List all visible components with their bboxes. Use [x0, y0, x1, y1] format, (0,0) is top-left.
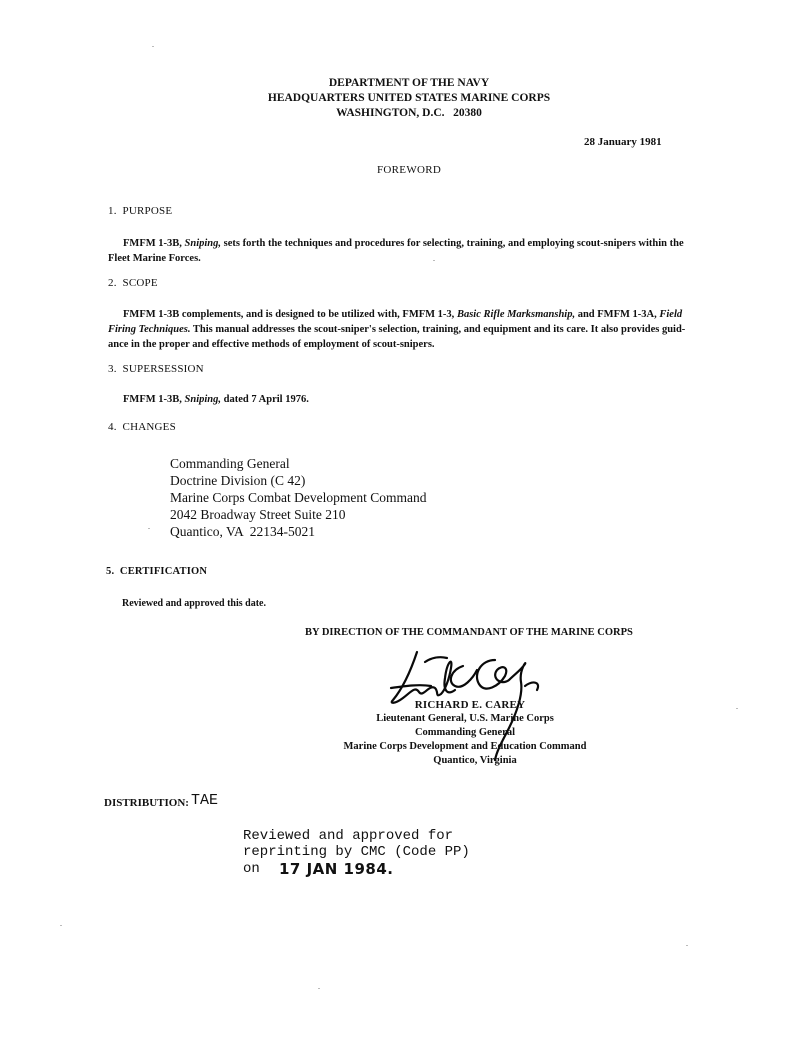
- section-heading-scope: 2. SCOPE: [108, 277, 158, 289]
- scope-paragraph-line2: Firing Techniques. This manual addresses the scout-sniper's selection, training, and equipment and its care. It also provides guid-: [108, 324, 686, 335]
- reprint-line: Reviewed and approved for: [243, 828, 454, 844]
- signatory-title: Commanding General: [414, 727, 516, 738]
- section-heading-certification: 5. CERTIFICATION: [106, 566, 208, 577]
- signatory-title: Lieutenant General, U.S. Marine Corps: [376, 713, 554, 724]
- section-heading-purpose: 1. PURPOSE: [108, 205, 173, 217]
- scope-paragraph-line1: FMFM 1-3B complements, and is designed to be utilized with, FMFM 1-3, Basic Rifle Marksmanship, and FMFM 1-3A, Field: [123, 309, 683, 320]
- address-line: Quantico, VA 22134-5021: [170, 524, 315, 539]
- purpose-paragraph-line2: Fleet Marine Forces.: [108, 253, 201, 264]
- header-department: DEPARTMENT OF THE NAVY: [328, 77, 490, 89]
- supersession-paragraph: FMFM 1-3B, Sniping, dated 7 April 1976.: [123, 394, 309, 405]
- distribution-value: TAE: [191, 792, 219, 809]
- address-line: 2042 Broadway Street Suite 210: [170, 507, 346, 522]
- section-heading-supersession: 3. SUPERSESSION: [108, 363, 204, 375]
- scan-speck: [152, 46, 154, 47]
- page-title: FOREWORD: [377, 164, 442, 176]
- signatory-title: Marine Corps Development and Education Command: [343, 741, 587, 752]
- address-line: Commanding General: [170, 456, 290, 471]
- scan-speck: [60, 925, 62, 926]
- scope-paragraph-line3: ance in the proper and effective methods of employment of scout-snipers.: [108, 339, 435, 350]
- address-line: Doctrine Division (C 42): [170, 473, 306, 488]
- header-location: WASHINGTON, D.C. 20380: [336, 107, 482, 119]
- purpose-paragraph-line1: FMFM 1-3B, Sniping, sets forth the techniques and procedures for selecting, training, and employing scout-snipers within the: [123, 238, 684, 249]
- direction-line: BY DIRECTION OF THE COMMANDANT OF THE MARINE CORPS: [305, 627, 633, 638]
- signatory-name: RICHARD E. CAREY: [414, 699, 526, 711]
- scan-speck: [148, 528, 150, 529]
- reprint-line: reprinting by CMC (Code PP): [243, 844, 470, 860]
- document-date: 28 January 1981: [584, 136, 662, 148]
- address-line: Marine Corps Combat Development Command: [170, 490, 427, 505]
- header-hq: HEADQUARTERS UNITED STATES MARINE CORPS: [267, 92, 551, 104]
- reprint-stamp-date: 17 JAN 1984.: [279, 860, 394, 878]
- certification-text: Reviewed and approved this date.: [122, 598, 266, 609]
- section-heading-changes: 4. CHANGES: [108, 421, 176, 433]
- scan-speck: [686, 945, 688, 946]
- signatory-title: Quantico, Virginia: [433, 755, 517, 766]
- reprint-on: on: [243, 861, 260, 877]
- scan-speck: [318, 988, 320, 989]
- distribution-label: DISTRIBUTION:: [104, 797, 189, 809]
- scan-speck: [433, 260, 435, 261]
- scan-speck: [736, 708, 738, 709]
